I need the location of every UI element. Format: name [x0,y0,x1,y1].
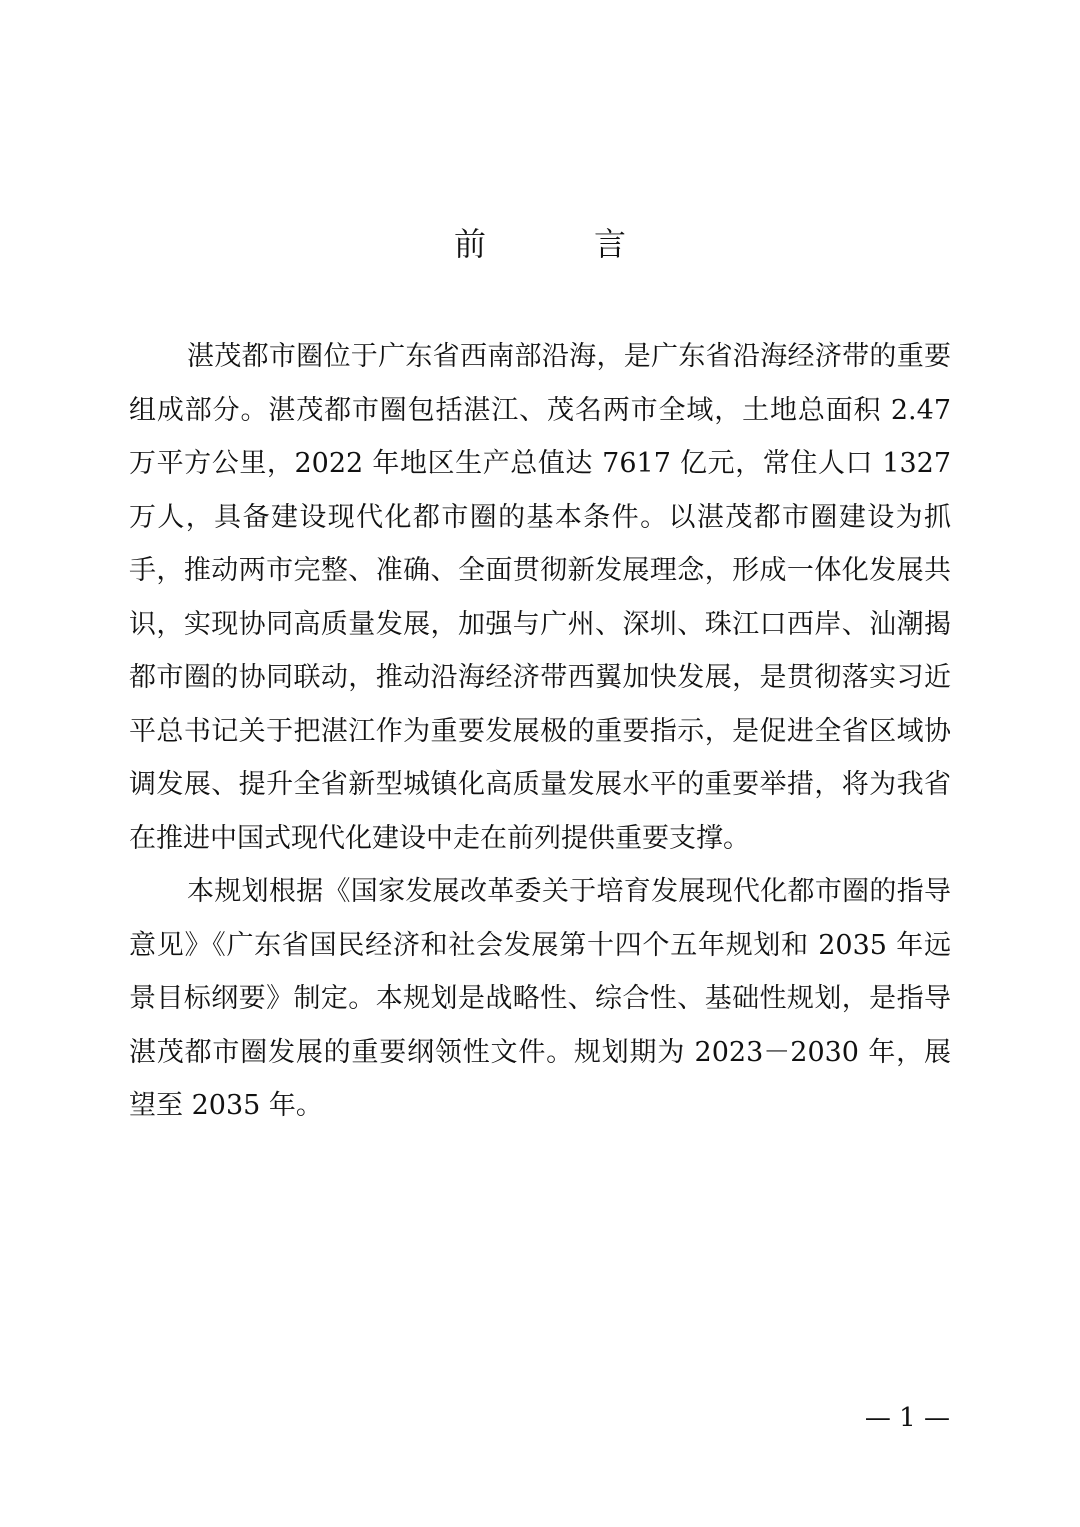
page-title: 前 言 [453,225,664,263]
page-number: — 1 — [864,1403,950,1433]
paragraph-1: 湛茂都市圈位于广东省西南部沿海，是广东省沿海经济带的重要组成部分。湛茂都市圈包括湛江、茂名两市全域，土地总面积 2.47 万平方公里，2022 年地区生产总值达 7617 亿元，常住人口 1327 万人，具备建设现代化都市圈的基本条件。以湛茂都市圈建设为抓手，推动两市完整、准确、全面贯彻新发展理念，形成一体化发展共识，实现协同高质量发展，加强与广州、深圳、珠江口西岸、汕潮揭都市圈的协同联动，推动沿海经济带西翼加快发展，是贯彻落实习近平总书记关于把湛江作为重要发展极的重要指示，是促进全省区域协调发展、提升全省新型城镇化高质量发展水平的重要举措，将为我省在推进中国式现代化建设中走在前列提供重要支撑。 [129,341,951,854]
paragraph-2: 本规划根据《国家发展改革委关于培育发展现代化都市圈的指导意见》《广东省国民经济和社会发展第十四个五年规划和 2035 年远景目标纲要》制定。本规划是战略性、综合性、基础性规划，是指导湛茂都市圈发展的重要纲领性文件。规划期为 2023－2030 年，展望至 2035 年。 [129,876,951,1121]
document-body [129,330,951,1133]
